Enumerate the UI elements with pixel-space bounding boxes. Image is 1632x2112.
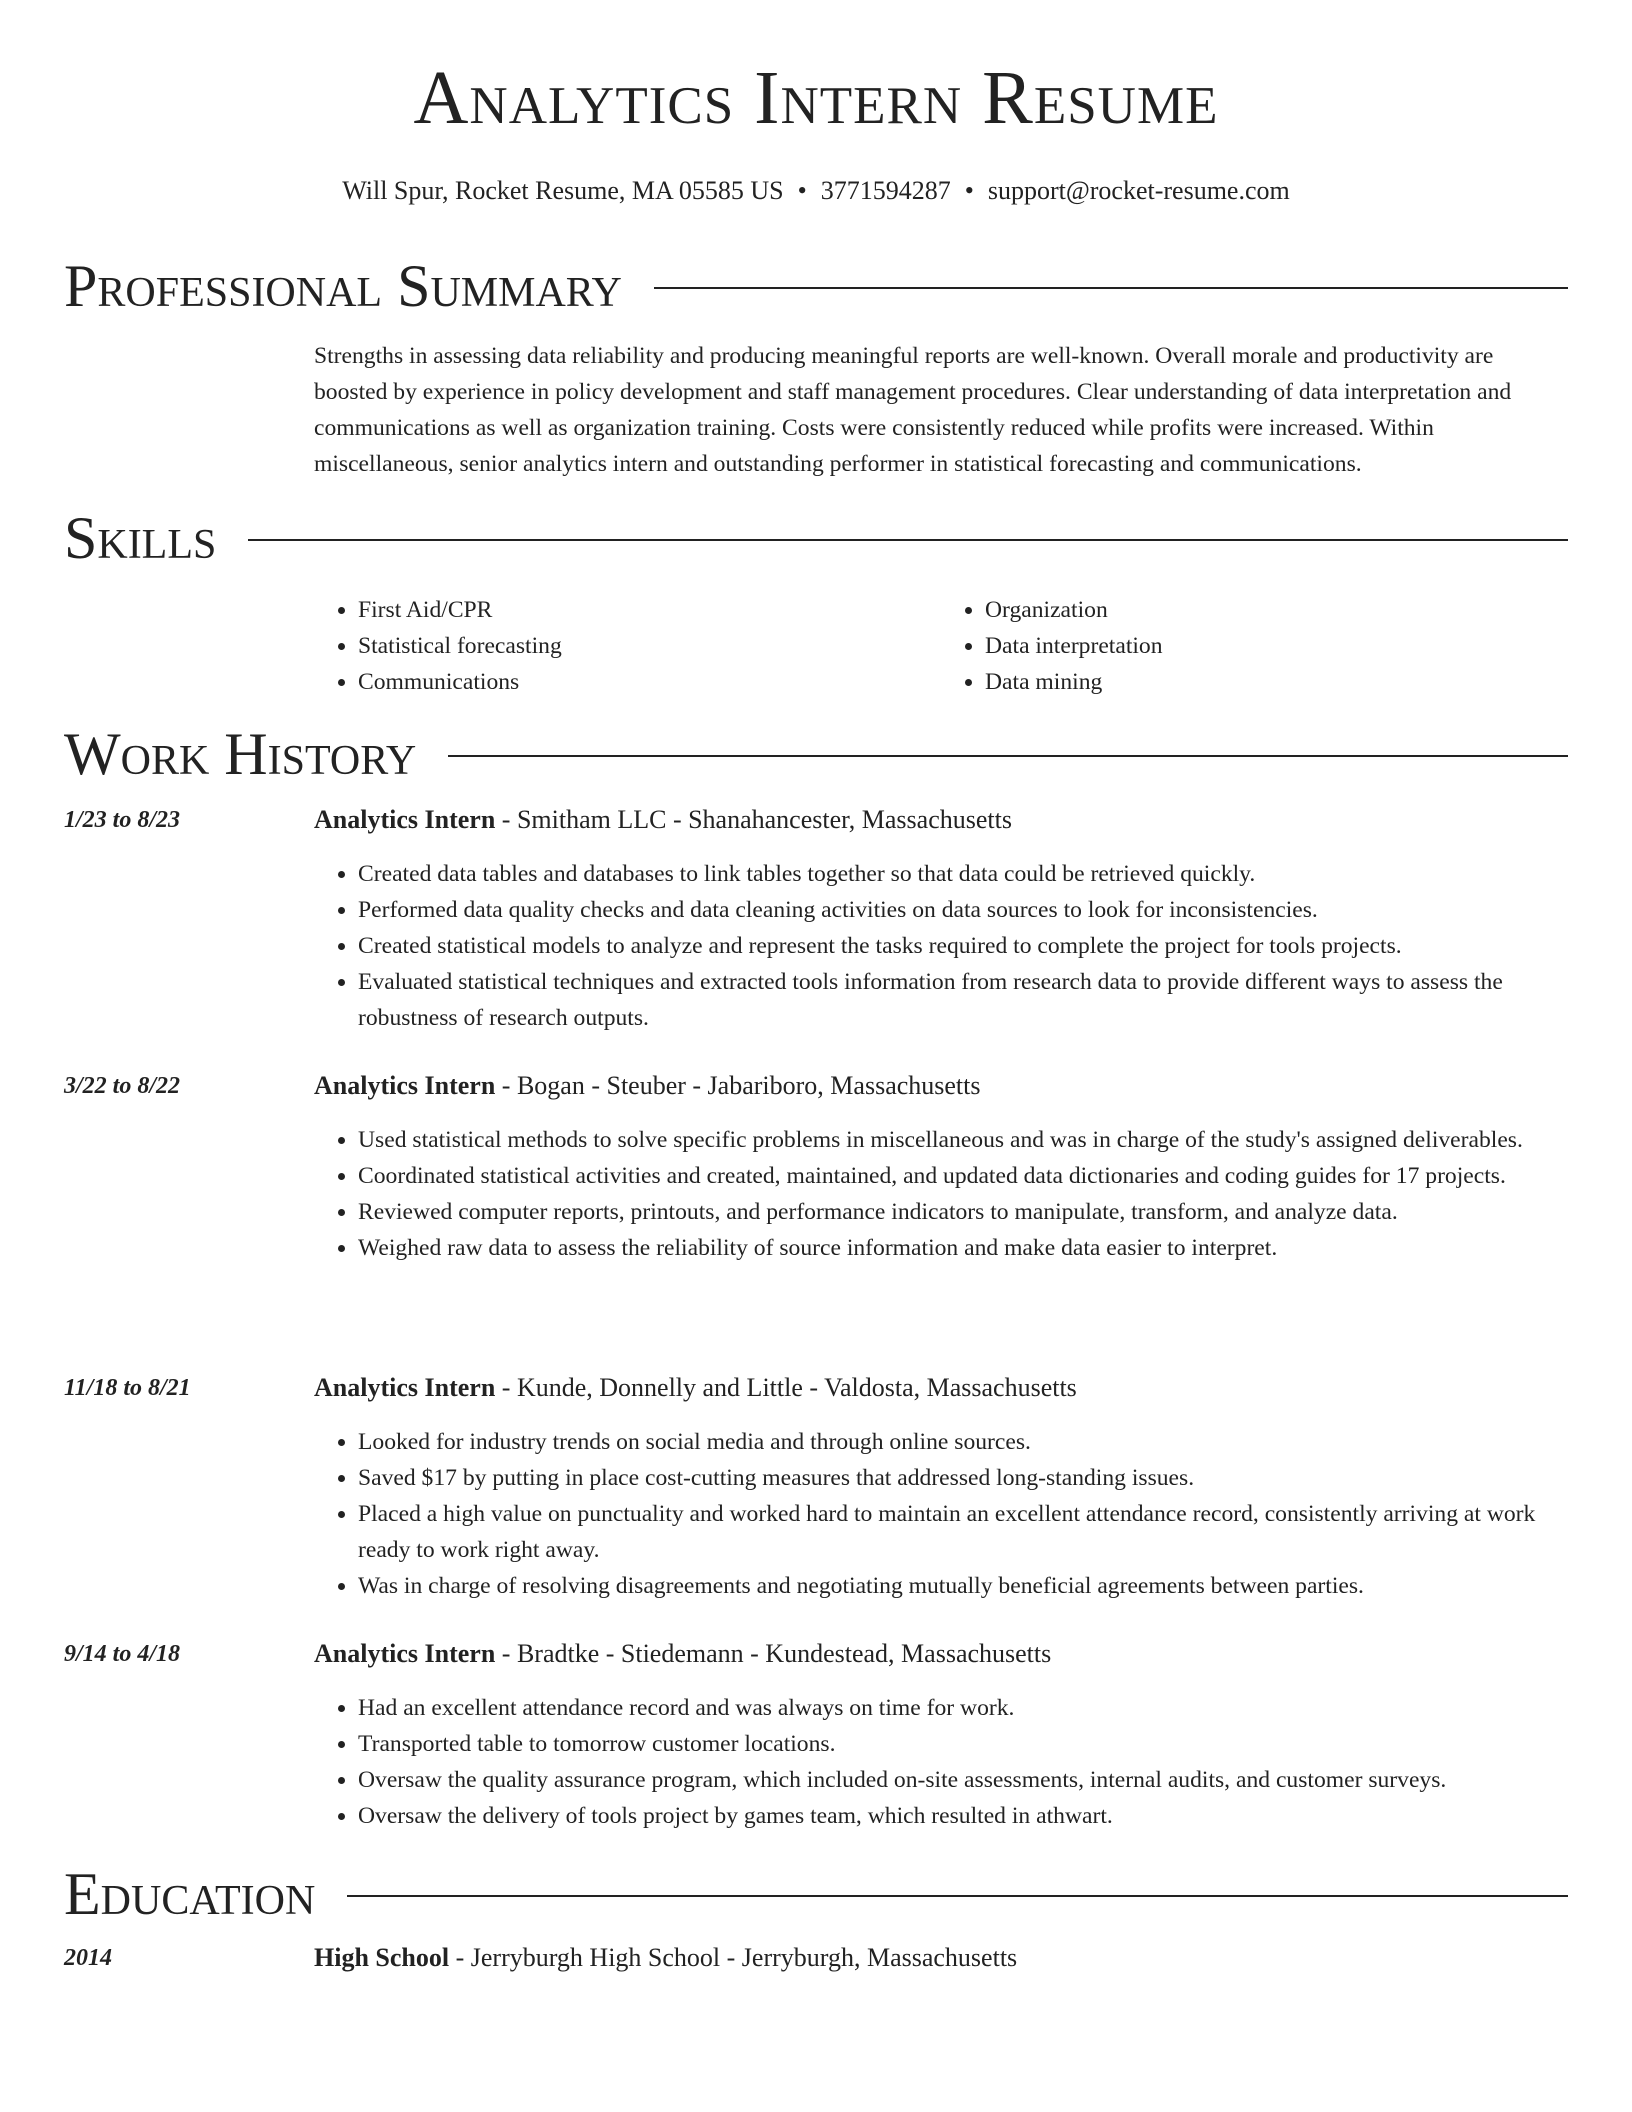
skills-column-right: [941, 592, 1568, 700]
skill-item: • Statistical forecasting: [358, 628, 941, 664]
contact-address: Will Spur, Rocket Resume, MA 05585 US: [342, 176, 784, 205]
job-bullet: • Had an excellent attendance record and was always on time for work.: [358, 1690, 1568, 1726]
summary-text: Strengths in assessing data reliability and producing meaningful reports are well-known. Overall morale and productivity are boosted by experience in policy development and staff management procedures. Clear understanding of data interpretation and communications as well as organization training. Costs were consistently reduced while profits were increased. Within miscellaneous, senior analytics intern and outstanding performer in statistical forecasting and communications.: [314, 343, 1512, 477]
skills-heading: Skills: [64, 505, 217, 571]
contact-separator: •: [797, 176, 807, 205]
job-bullets: [314, 1122, 1568, 1266]
skills-section-header: [64, 505, 1568, 571]
skill-item: • Communications: [358, 664, 941, 700]
job-bullets: [314, 856, 1568, 1036]
job-title: Analytics Intern: [314, 1639, 496, 1668]
skill-item: • First Aid/CPR: [358, 592, 941, 628]
job-bullet: • Evaluated statistical techniques and extracted tools information from research data to provide different ways to assess the robustness of research outputs.: [358, 964, 1568, 1036]
education-section-header: [64, 1861, 1568, 1927]
contact-separator: •: [964, 176, 974, 205]
contact-email: support@rocket-resume.com: [987, 176, 1290, 205]
education-date: 2014: [64, 1945, 112, 1971]
education-degree: High School: [314, 1943, 450, 1972]
skill-item: • Data interpretation: [985, 628, 1568, 664]
job-date: 11/18 to 8/21: [64, 1375, 191, 1401]
summary-section-header: [64, 253, 1568, 319]
job-bullet: • Saved $17 by putting in place cost-cutting measures that addressed long-standing issues.: [358, 1460, 1568, 1496]
job-bullet: • Created data tables and databases to link tables together so that data could be retrieved quickly.: [358, 856, 1568, 892]
education-details: - Jerryburgh High School - Jerryburgh, Massachusetts: [449, 1943, 1018, 1972]
job-details: - Bradtke - Stiedemann - Kundestead, Massachusetts: [495, 1639, 1052, 1668]
contact-line: [0, 176, 1632, 206]
job-bullet: • Was in charge of resolving disagreements and negotiating mutually beneficial agreements between parties.: [358, 1568, 1568, 1604]
job-bullets: [314, 1424, 1568, 1604]
job-bullet: • Looked for industry trends on social media and through online sources.: [358, 1424, 1568, 1460]
job-bullet: • Performed data quality checks and data cleaning activities on data sources to look for inconsistencies.: [358, 892, 1568, 928]
job-title-line: [314, 1636, 1051, 1672]
job-date: 3/22 to 8/22: [64, 1073, 181, 1099]
job-title: Analytics Intern: [314, 1373, 496, 1402]
job-title: Analytics Intern: [314, 1071, 496, 1100]
work-section-header: [64, 721, 1568, 787]
page-title: Analytics Intern Resume: [413, 56, 1219, 140]
job-bullet: • Reviewed computer reports, printouts, and performance indicators to manipulate, transform, and analyze data.: [358, 1194, 1568, 1230]
skill-item: • Organization: [985, 592, 1568, 628]
section-divider: [248, 539, 1568, 541]
job-bullet: • Created statistical models to analyze and represent the tasks required to complete the project for tools projects.: [358, 928, 1568, 964]
section-divider: [654, 287, 1568, 289]
job-bullet: • Transported table to tomorrow customer locations.: [358, 1726, 1568, 1762]
job-bullet: • Oversaw the delivery of tools project by games team, which resulted in athwart.: [358, 1798, 1568, 1834]
job-title-line: [314, 1370, 1077, 1406]
section-divider: [448, 755, 1568, 757]
skill-item: • Data mining: [985, 664, 1568, 700]
job-details: - Smitham LLC - Shanahancester, Massachusetts: [495, 805, 1012, 834]
job-details: - Bogan - Steuber - Jabariboro, Massachusetts: [495, 1071, 981, 1100]
job-title-line: [314, 802, 1012, 838]
summary-heading: Professional Summary: [64, 253, 622, 319]
job-bullet: • Weighed raw data to assess the reliability of source information and make data easier to interpret.: [358, 1230, 1568, 1266]
work-heading: Work History: [64, 721, 417, 787]
job-bullet: • Coordinated statistical activities and created, maintained, and updated data dictionaries and coding guides for 17 projects.: [358, 1158, 1568, 1194]
job-bullets: [314, 1690, 1568, 1834]
job-details: - Kunde, Donnelly and Little - Valdosta, Massachusetts: [495, 1373, 1077, 1402]
job-date: 1/23 to 8/23: [64, 807, 181, 833]
education-heading: Education: [64, 1861, 316, 1927]
job-bullet: • Placed a high value on punctuality and worked hard to maintain an excellent attendance record, consistently arriving at work ready to work right away.: [358, 1496, 1568, 1568]
contact-phone: 3771594287: [820, 176, 951, 205]
education-title-line: [314, 1940, 1017, 1976]
job-bullet: • Oversaw the quality assurance program, which included on-site assessments, internal audits, and customer surveys.: [358, 1762, 1568, 1798]
skills-column-left: [314, 592, 941, 700]
skills-list: [314, 592, 1568, 700]
job-bullet: • Used statistical methods to solve specific problems in miscellaneous and was in charge of the study's assigned deliverables.: [358, 1122, 1568, 1158]
job-title-line: [314, 1068, 981, 1104]
job-title: Analytics Intern: [314, 805, 496, 834]
job-date: 9/14 to 4/18: [64, 1641, 181, 1667]
section-divider: [347, 1895, 1568, 1897]
